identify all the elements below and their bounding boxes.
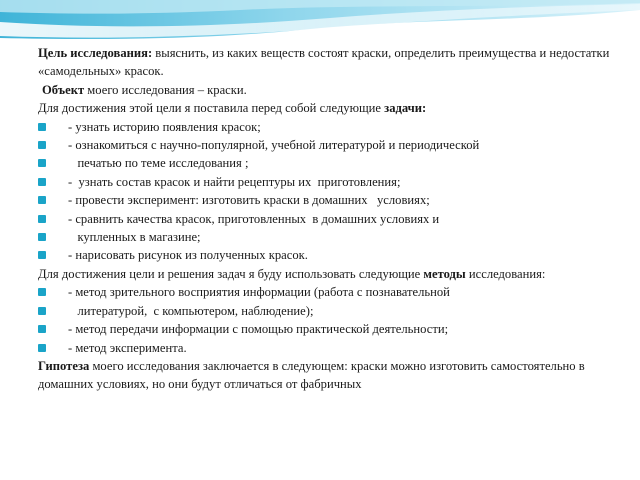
goal-paragraph bbox=[38, 44, 633, 81]
document-body bbox=[38, 44, 633, 394]
list-item: - ознакомиться с научно-популярной, учебной литературой и периодической bbox=[38, 136, 633, 154]
methods-intro bbox=[38, 265, 633, 283]
list-item: - метод передачи информации с помощью практической деятельности; bbox=[38, 320, 633, 338]
square-bullet-icon bbox=[38, 141, 46, 149]
methods-list bbox=[38, 283, 633, 357]
list-item: - метод зрительного восприятия информации (работа с познавательной bbox=[38, 283, 633, 301]
square-bullet-icon bbox=[38, 251, 46, 259]
list-item: - метод эксперимента. bbox=[38, 339, 633, 357]
list-item: - узнать историю появления красок; bbox=[38, 118, 633, 136]
list-item: - провести эксперимент: изготовить краски в домашних условиях; bbox=[38, 191, 633, 209]
hypothesis-paragraph bbox=[38, 357, 633, 394]
methods-intro-tail: исследования: bbox=[465, 266, 546, 281]
square-bullet-icon bbox=[38, 159, 46, 167]
hypothesis-label: Гипотеза bbox=[38, 358, 90, 373]
square-bullet-icon bbox=[38, 288, 46, 296]
object-paragraph bbox=[38, 81, 633, 99]
list-item: - узнать состав красок и найти рецептуры их приготовления; bbox=[38, 173, 633, 191]
square-bullet-icon bbox=[38, 325, 46, 333]
object-label: Объект bbox=[42, 82, 85, 97]
tasks-label: задачи: bbox=[384, 101, 427, 116]
square-bullet-icon bbox=[38, 196, 46, 204]
square-bullet-icon bbox=[38, 307, 46, 315]
square-bullet-icon bbox=[38, 178, 46, 186]
tasks-intro bbox=[38, 99, 633, 117]
methods-intro-text: Для достижения цели и решения задач я буду использовать следующие bbox=[38, 266, 424, 281]
square-bullet-icon bbox=[38, 215, 46, 223]
hypothesis-text: моего исследования заключается в следующем: краски можно изготовить самостоятельно в домашних условиях, но они будут отличаться от фабричных bbox=[38, 358, 585, 392]
square-bullet-icon bbox=[38, 123, 46, 131]
square-bullet-icon bbox=[38, 344, 46, 352]
list-item: - нарисовать рисунок из полученных красок. bbox=[38, 246, 633, 264]
list-item: литературой, с компьютером, наблюдение); bbox=[38, 302, 633, 320]
list-item: печатью по теме исследования ; bbox=[38, 154, 633, 172]
tasks-intro-text: Для достижения этой цели я поставила перед собой следующие bbox=[38, 101, 385, 116]
wave-decoration bbox=[0, 0, 640, 46]
list-item: - сравнить качества красок, приготовленных в домашних условиях и bbox=[38, 210, 633, 228]
object-text: моего исследования – краски. bbox=[84, 82, 247, 97]
list-item: купленных в магазине; bbox=[38, 228, 633, 246]
methods-label: методы bbox=[423, 266, 466, 281]
square-bullet-icon bbox=[38, 233, 46, 241]
tasks-list bbox=[38, 118, 633, 265]
goal-label: Цель исследования: bbox=[38, 46, 153, 60]
goal-text: выяснить, из каких веществ состоят краски, определить преимущества и недостатки «самодельных» красок. bbox=[38, 46, 610, 79]
